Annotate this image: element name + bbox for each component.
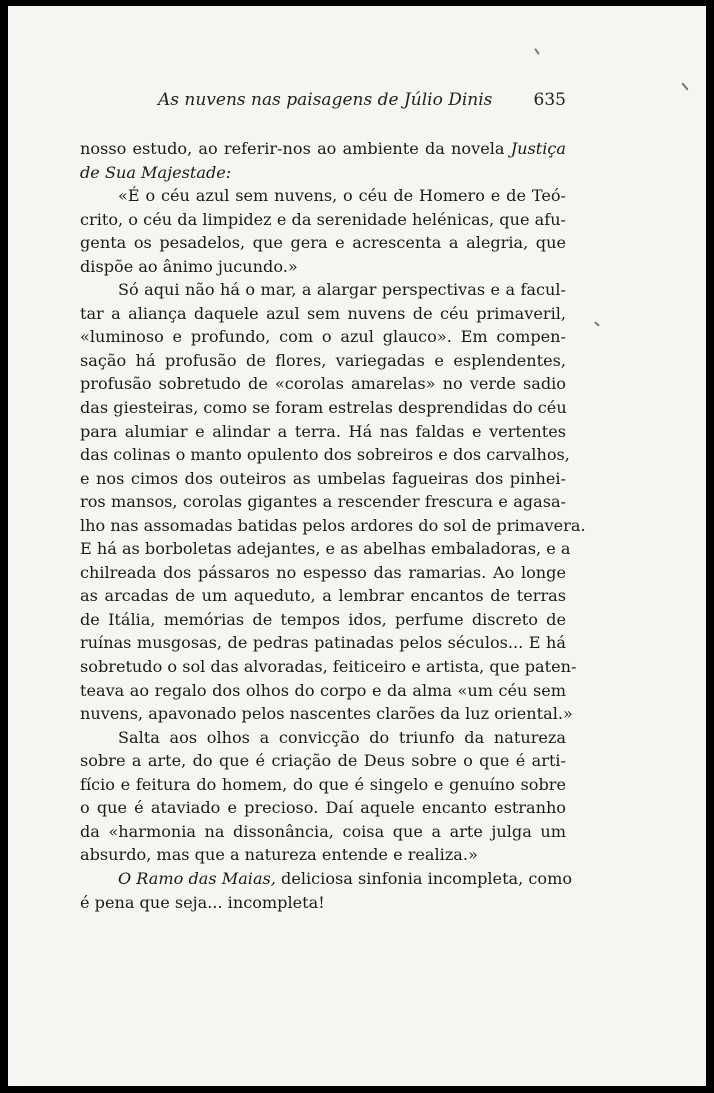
text-line <box>80 537 571 561</box>
text-line <box>80 325 566 349</box>
text-run: dispõe ao ânimo jucundo.» <box>80 256 298 276</box>
text-run: das giesteiras, como se foram estrelas desprendidas do céu <box>80 398 567 418</box>
text-run: para alumiar e alindar a terra. Há nas faldas e vertentes <box>80 421 566 441</box>
scan-speck <box>681 82 688 90</box>
text-line <box>80 631 566 655</box>
text-line <box>80 184 566 208</box>
text-run: Só aqui não há o mar, a alargar perspectivas e a facul- <box>118 280 566 300</box>
text-line <box>80 231 566 255</box>
text-line <box>80 137 566 161</box>
text-line <box>80 208 566 232</box>
text-line <box>80 820 566 844</box>
text-run: de Itália, memórias de tempos idos, perfume discreto de <box>80 609 566 629</box>
book-page <box>8 6 706 1086</box>
text-run: fício e feitura do homem, do que é singelo e genuíno sobre <box>80 774 566 794</box>
text-line <box>80 584 566 608</box>
text-line <box>80 278 566 302</box>
text-line <box>80 608 566 632</box>
text-run: sação há profusão de flores, variegadas e esplendentes, <box>80 350 566 370</box>
text-run: e nos cimos dos outeiros as umbelas fagueiras dos pinhei- <box>80 468 566 488</box>
text-run: crito, o céu da limpidez e da serenidade helénicas, que afu- <box>80 209 566 229</box>
text-run: é pena que seja... incompleta! <box>80 892 325 912</box>
text-line <box>80 843 566 867</box>
text-run: absurdo, mas que a natureza entende e realiza.» <box>80 845 478 865</box>
text-line <box>80 749 566 773</box>
text-run: sobre a arte, do que é criação de Deus sobre o que é arti- <box>80 751 566 771</box>
text-run: chilreada dos pássaros no espesso das ramarias. Ao longe <box>80 562 566 582</box>
text-line <box>80 891 566 915</box>
text-run: as arcadas de um aqueduto, a lembrar encantos de terras <box>80 586 566 606</box>
text-run: da «harmonia na dissonância, coisa que a arte julga um <box>80 821 566 841</box>
text-line <box>80 561 566 585</box>
italic-text: : <box>225 162 232 182</box>
text-run: lho nas assomadas batidas pelos ardores do sol de primavera. <box>80 515 586 535</box>
text-line <box>80 443 570 467</box>
text-line <box>80 372 566 396</box>
text-run: ruínas musgosas, de pedras patinadas pelos séculos... E há <box>80 633 566 653</box>
text-run: ros mansos, corolas gigantes a rescender frescura e agasa- <box>80 492 566 512</box>
text-line <box>80 867 573 891</box>
italic-text: Justiça <box>510 139 566 158</box>
text-run: nosso estudo, ao referir-nos ao ambiente da novela <box>80 139 511 158</box>
text-line <box>80 255 566 279</box>
scan-speck <box>594 321 600 326</box>
text-line <box>80 702 573 726</box>
italic-text: O Ramo das Maias, <box>118 868 276 888</box>
text-run: «luminoso e profundo, com o azul glauco». Em compen- <box>80 327 566 347</box>
text-line <box>80 490 566 514</box>
text-line <box>80 349 566 373</box>
running-title: As nuvens nas paisagens de Júlio Dinis <box>158 90 493 110</box>
text-run: «É o céu azul sem nuvens, o céu de Homero e de Teó- <box>118 186 566 206</box>
text-line <box>80 420 566 444</box>
text-line <box>80 161 566 185</box>
text-line <box>80 655 577 679</box>
text-run: teava ao regalo dos olhos do corpo e da alma «um céu sem <box>80 680 566 700</box>
text-line <box>80 726 566 750</box>
text-run: o que é ataviado e precioso. Daí aquele encanto estranho <box>80 798 566 818</box>
text-run: das colinas o manto opulento dos sobreiros e dos carvalhos, <box>80 445 570 465</box>
scan-speck <box>534 48 540 55</box>
text-line <box>80 514 586 538</box>
text-run: Salta aos olhos a convicção do triunfo da natureza <box>118 727 566 747</box>
body-text <box>80 137 586 914</box>
text-line <box>80 773 566 797</box>
text-line <box>80 796 566 820</box>
text-line <box>80 396 566 420</box>
text-line <box>80 302 566 326</box>
text-run: sobretudo o sol das alvoradas, feiticeiro e artista, que paten- <box>80 657 577 677</box>
text-line <box>80 679 566 703</box>
text-run: nuvens, apavonado pelos nascentes clarões da luz oriental.» <box>80 704 573 724</box>
text-run: tar a aliança daquele azul sem nuvens de céu primaveril, <box>80 303 566 323</box>
page-number: 635 <box>533 90 566 110</box>
text-run: deliciosa sinfonia incompleta, como <box>275 868 573 888</box>
text-line <box>80 467 566 491</box>
text-run: profusão sobretudo de «corolas amarelas» no verde sadio <box>80 374 566 394</box>
text-run: E há as borboletas adejantes, e as abelhas embaladoras, e a <box>80 539 571 559</box>
italic-text: de Sua Majestade <box>80 162 226 182</box>
text-run: genta os pesadelos, que gera e acrescenta a alegria, que <box>80 233 566 253</box>
